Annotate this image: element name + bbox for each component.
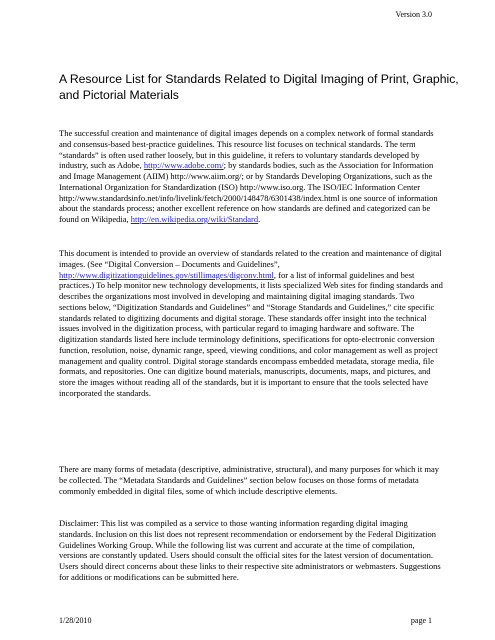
adobe-link[interactable]: http://www.adobe.com/ xyxy=(143,160,224,171)
intro-paragraph xyxy=(59,128,443,225)
disclaimer-paragraph xyxy=(59,518,443,583)
metadata-paragraph xyxy=(59,464,443,496)
page-number: page 1 xyxy=(410,616,432,625)
intro-text-3: . xyxy=(258,214,261,224)
intro-text-2: ; by standards bodies, such as the Association for Information and Image Management (AIIM) http://www.aiim.org/; or by Standards Developing Organizations, such as the International Organization for Standardization (ISO) http://www.iso.org. The ISO/IEC Information Center http://www.standardsinfo.net/info/livelink/fetch/2000/148478/6301438/index.html is one source of information about the standards process; another excellent reference on how standards are defined and categorized can be found on Wikipedia, xyxy=(59,160,438,224)
version-label: Version 3.0 xyxy=(395,10,432,19)
wikipedia-standard-link[interactable]: http://en.wikipedia.org/wiki/Standard xyxy=(130,214,259,224)
document-title: A Resource List for Standards Related to Digital Imaging of Print, Graphic, and Pictorial Materials xyxy=(59,72,459,102)
overview-text-1: This document is intended to provide an overview of standards related to the creation and maintenance of digital images. (See “Digital Conversion – Documents and Guidelines”, xyxy=(59,248,442,269)
disclaimer-text: Disclaimer: This list was compiled as a service to those wanting information regarding digital imaging standards. Inclusion on this list does not represent recommendation or endorsement by the Federal Digitization Guidelines Working Group. While the following list was current and accurate at the time of compilation, versions are constantly updated. Users should consult the official sites for the latest version of documentation. Users should direct concerns about these links to their respective site administrators or webmasters. Suggestions for additions or modifications can be submitted here. xyxy=(59,518,441,582)
footer-date: 1/28/2010 xyxy=(59,616,92,625)
overview-paragraph xyxy=(59,248,443,399)
metadata-text: There are many forms of metadata (descriptive, administrative, structural), and many purposes for which it may be collected. The “Metadata Standards and Guidelines” section below focuses on those forms of metadata commonly embedded in digital files, some of which include descriptive elements. xyxy=(59,464,440,496)
intro-text-1: The successful creation and maintenance of digital images depends on a complex network of formal standards and consensus-based best-practice guidelines. This resource list focuses on technical standards. The term “standards” is often used rather loosely, but in this guideline, it refers to voluntary standards developed by industry, such as Adobe, xyxy=(59,128,434,171)
digconv-link[interactable]: http://www.digitizationguidelines.gov/stillimages/digconv.html xyxy=(59,269,274,280)
overview-text-2: , for a list of informal guidelines and best practices.) To help monitor new technology developments, it lists specialized Web sites for finding standards and describes the organizations most involved in developing and maintaining digital imaging standards. Two sections below, “Digitization Standards and Guidelines” and “Storage Standards and Guidelines,” cite specific standards related to digitizing documents and digital storage. These standards offer insight into the technical issues involved in the digitization process, with particular regard to imaging hardware and software. The digitization standards listed here include terminology definitions, specifications for opto-electronic conversion function, resolution, noise, dynamic range, speed, viewing conditions, and color management as well as project management and quality control. Digital storage standards encompass embedded metadata, storage media, file formats, and repositories. One can digitize bound materials, manuscripts, documents, maps, and pictures, and store the images without reading all of the standards, but it is important to ensure that the tools selected have incorporated the standards. xyxy=(59,269,443,398)
